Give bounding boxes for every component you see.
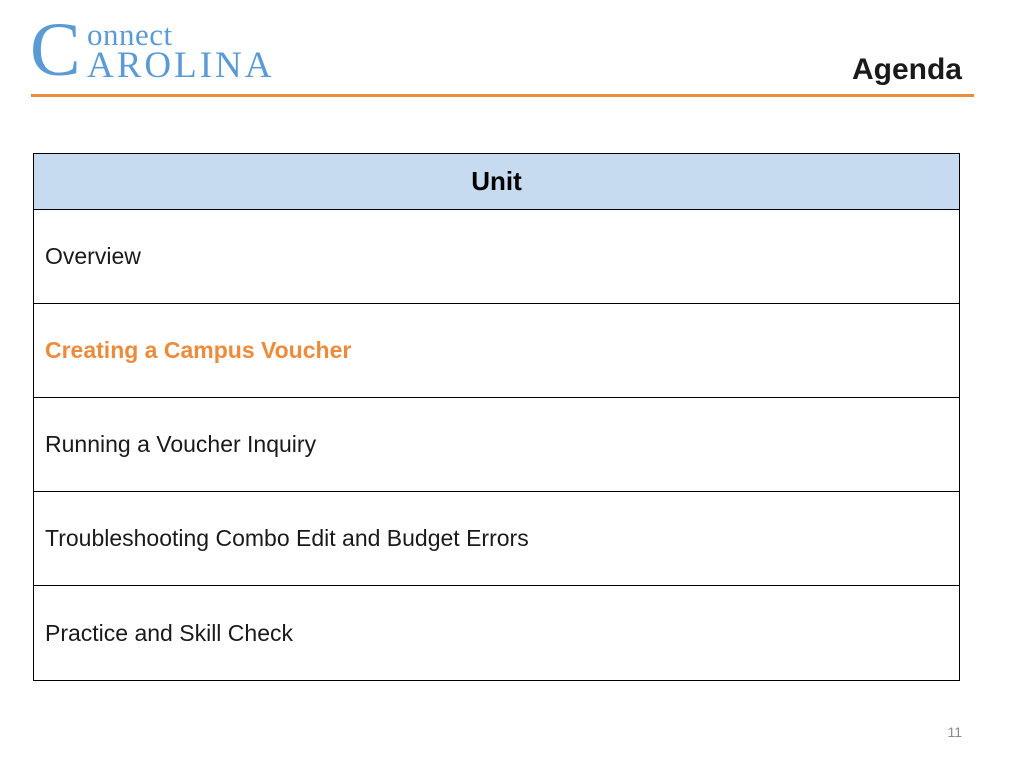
agenda-row-overview: Overview (34, 210, 959, 304)
agenda-row-troubleshooting: Troubleshooting Combo Edit and Budget Errors (34, 492, 959, 586)
logo-top-text: onnect (87, 17, 173, 52)
agenda-header: Unit (34, 154, 959, 210)
page-number: 11 (947, 724, 962, 740)
agenda-row-practice: Practice and Skill Check (45, 619, 293, 646)
agenda-table (33, 153, 960, 681)
agenda-row-current: Creating a Campus Voucher (34, 304, 959, 398)
slide-title: Agenda (851, 53, 962, 86)
agenda-row-voucher-inquiry: Running a Voucher Inquiry (34, 398, 959, 492)
header-divider (31, 94, 974, 97)
connect-carolina-logo (30, 8, 310, 92)
logo-bottom-text: AROLINA (87, 45, 275, 86)
logo-initial: C (30, 8, 81, 92)
